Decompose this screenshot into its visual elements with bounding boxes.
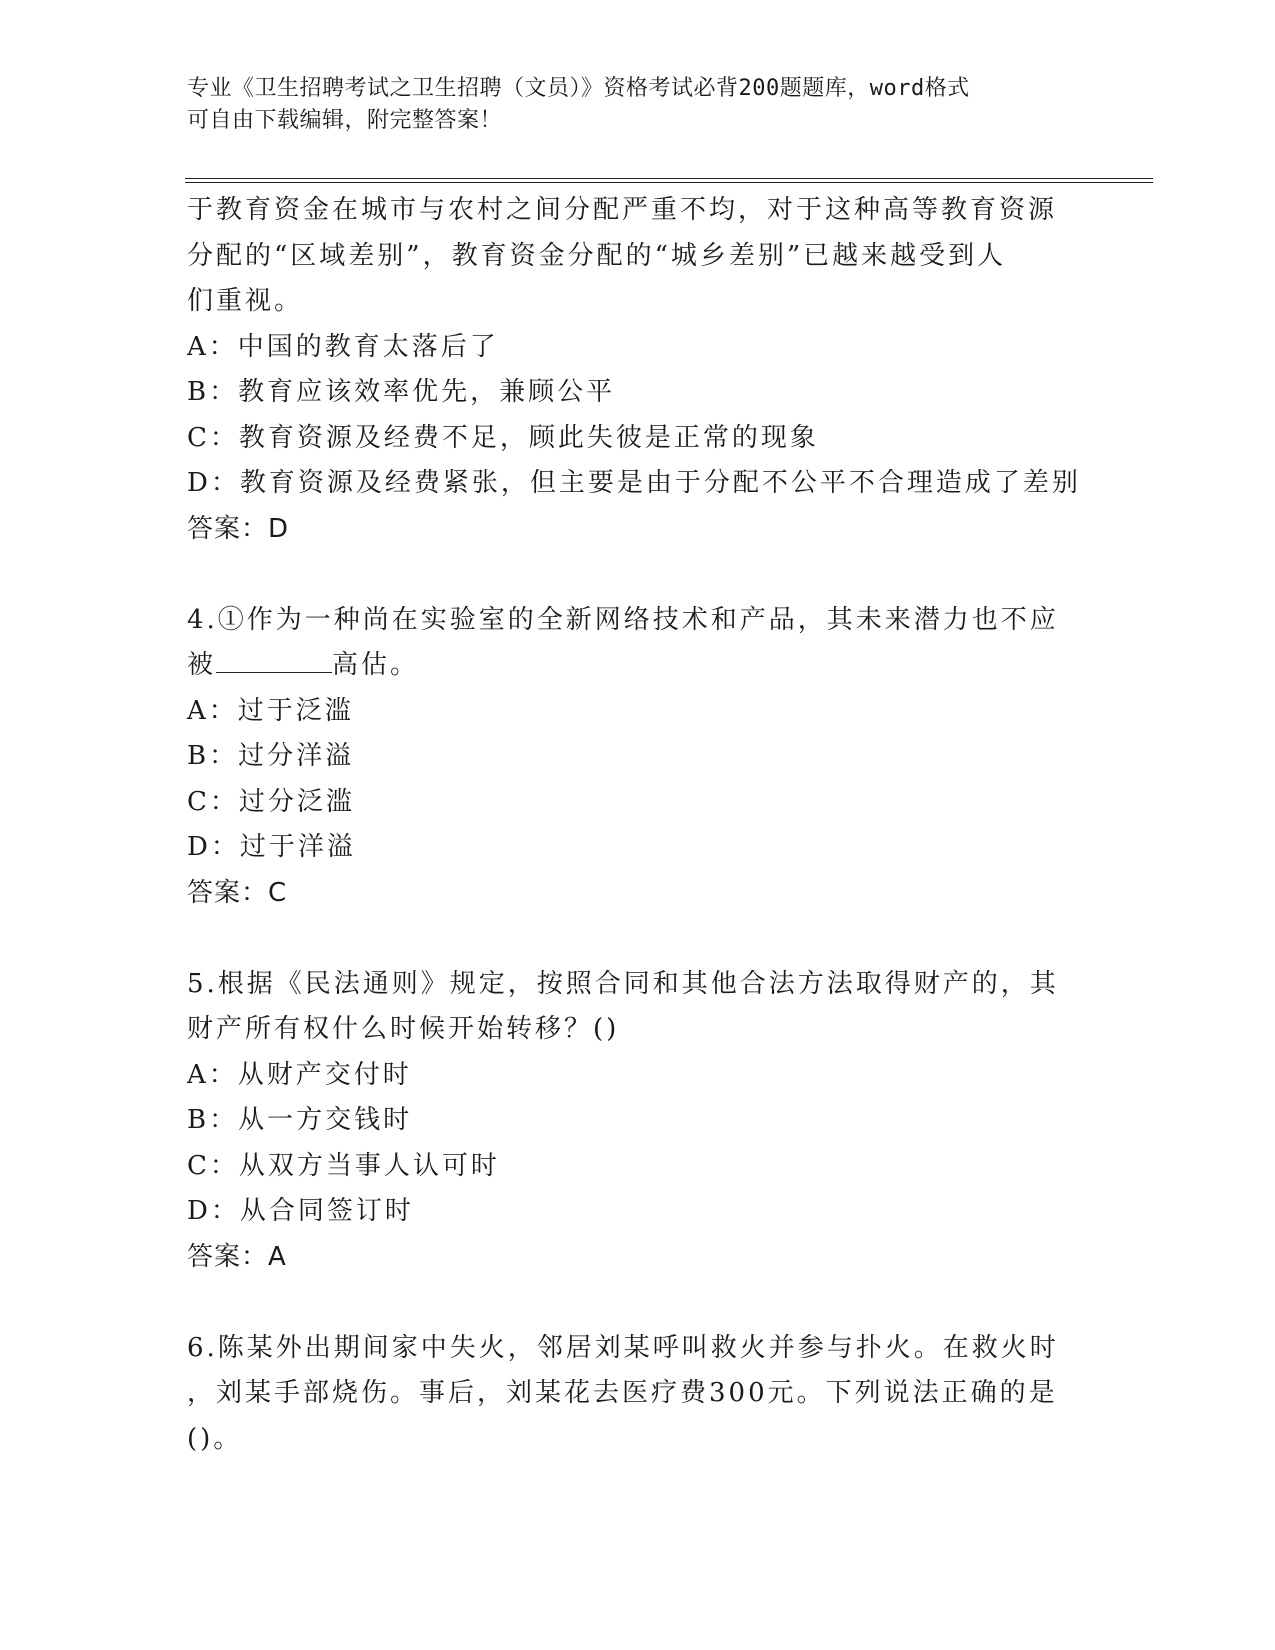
document-header	[187, 73, 1067, 137]
option-b: B：过分洋溢	[187, 741, 355, 771]
option-c: C：过分泛滥	[187, 786, 355, 817]
question-stem-line: 于教育资金在城市与农村之间分配严重不均，对于这种高等教育资源	[187, 195, 1058, 225]
question-stem-line: 4.①作为一种尚在实验室的全新网络技术和产品，其未来潜力也不应	[187, 604, 1059, 635]
option-d: D：教育资源及经费紧张，但主要是由于分配不公平不合理造成了差别	[187, 468, 1081, 498]
spacer	[187, 916, 1067, 962]
question-4	[187, 598, 1067, 917]
stem-text-before-blank: 被	[187, 650, 217, 680]
fill-in-blank	[216, 646, 332, 673]
question-stem-line: 分配的“区域差别”，教育资金分配的“城乡差别”已越来越受到人	[187, 240, 1007, 271]
header-divider-top	[185, 178, 1153, 179]
option-c: C：从双方当事人认可时	[187, 1150, 500, 1181]
spacer	[187, 1280, 1067, 1326]
header-title-line-2: 可自由下载编辑，附完整答案！	[187, 108, 503, 133]
spacer	[187, 552, 1067, 598]
question-3	[187, 188, 1081, 552]
header-title-line-1: 专业《卫生招聘考试之卫生招聘（文员）》资格考试必背200题题库，word格式	[187, 76, 970, 101]
question-stem-line: 们重视。	[187, 286, 304, 316]
question-5	[187, 962, 1067, 1281]
stem-text-after-blank: 高估。	[332, 650, 420, 680]
answer: 答案：D	[187, 513, 290, 544]
option-b: B：从一方交钱时	[187, 1105, 413, 1135]
answer: 答案：C	[187, 877, 288, 908]
option-a: A：中国的教育太落后了	[187, 331, 499, 362]
question-stem-line: 5.根据《民法通则》规定，按照合同和其他合法方法取得财产的，其	[187, 968, 1059, 999]
answer: 答案：A	[187, 1241, 287, 1272]
option-d: D：从合同签订时	[187, 1196, 414, 1226]
question-stem-line: ()。	[187, 1423, 243, 1454]
header-divider-bottom	[185, 182, 1153, 183]
question-6	[187, 1326, 1067, 1463]
option-a: A：从财产交付时	[187, 1059, 412, 1090]
question-stem-line: 6.陈某外出期间家中失火，邻居刘某呼叫救火并参与扑火。在救火时	[187, 1332, 1059, 1363]
option-d: D：过于洋溢	[187, 832, 356, 862]
option-b: B：教育应该效率优先，兼顾公平	[187, 377, 616, 407]
question-stem-line: ，刘某手部烧伤。事后，刘某花去医疗费300元。下列说法正确的是	[187, 1378, 1058, 1408]
question-list	[187, 188, 1081, 1462]
question-stem-line: 财产所有权什么时候开始转移？()	[187, 1014, 620, 1044]
option-c: C：教育资源及经费不足，顾此失彼是正常的现象	[187, 422, 819, 453]
option-a: A：过于泛滥	[187, 695, 354, 726]
question-stem-line	[187, 643, 1067, 689]
